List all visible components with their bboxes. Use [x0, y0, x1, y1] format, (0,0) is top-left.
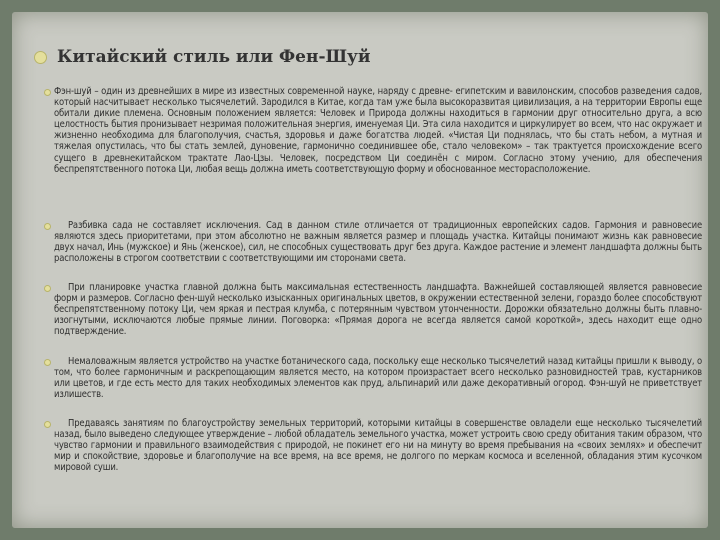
- title-bullet-icon: [34, 51, 47, 64]
- slide: [12, 12, 708, 528]
- bullet-icon: [44, 223, 51, 230]
- paragraph-3: [54, 282, 702, 337]
- bullet-icon: [44, 421, 51, 428]
- bullet-icon: [44, 89, 51, 96]
- paragraph-text: При планировке участка главной должна быть максимальная естественность ландшафта. Важнейшей составляющей является равновесие форм и размеров. Согласно фен-шуй несколько изысканных оригинальных цветов, в окружении естественной зелени, гораздо более способствуют беспрепятственному потоку Ци, чем яркая и пестрая клумба, с потерянным чувством утонченности. Дорожки обязательно должны быть плавно-изогнутыми, исключаются любые прямые линии. Поговорка: «Прямая дорога не всегда является самой короткой», здесь находит еще одно подтверждение.: [54, 282, 702, 338]
- paragraph-1: [54, 86, 702, 175]
- paragraph-text: Немаловажным является устройство на участке ботанического сада, поскольку еще несколько тысячелетий назад китайцы пришли к выводу, о том, что более гармоничным и раскрепощающим является место, на котором произрастает всего несколько разновидностей трав, кустарников или цветов, и где есть место для таких необходимых элементов как пруд, альпинарий или даже декоративный огород. Фэн-шуй не приветствует излишеств.: [54, 356, 702, 401]
- bullet-icon: [44, 359, 51, 366]
- slide-title: Китайский стиль или Фен-Шуй: [57, 47, 371, 67]
- paragraph-2: [54, 220, 702, 264]
- paragraph-text: Фэн-шуй – один из древнейших в мире из известных современной науке, наряду с древне- египетским и вавилонским, способов разведения садов, который насчитывает несколько тысячелетий. Зародился в Китае, когда там уже была высокоразвитая цивилизация, а на территории Европы еще обитали дикие племена. Основным положением является: Человек и Природа должны находиться в гармонии друг относительно друга, а всю целостность бытия пронизывает незримая положительная энергия, именуемая Ци. Эта сила находится и циркулирует во всем, что нас окружает и жизненно необходима для благополучия, счастья, здоровья и даже богатства людей. «Чистая Ци поднялась, что бы стать небом, а мутная и тяжелая опустилась, что бы стать землей, дуновение, гармонично соединившее обе, стало человеком» – так трактуется происхождение всего сущего в древнекитайском трактате Лао-Цзы. Человек, посредством Ци соединён с миром. Согласно этому учению, для обеспечения беспрепятственного потока Ци, любая вещь должна иметь соответствующую форму и обоснованное месторасположение.: [54, 86, 702, 175]
- paragraph-4: [54, 356, 702, 400]
- title-row: [34, 42, 684, 72]
- paragraph-text: Разбивка сада не составляет исключения. Сад в данном стиле отличается от традиционных европейских садов. Гармония и равновесие являются здесь приоритетами, при этом абсолютно не важным является размер и площадь участка. Китайцы понимают жизнь как равновесие двух начал, Инь (мужское) и Янь (женское), сил, не способных существовать друг без друга. Каждое растение и элемент ландшафта должны быть расположены в строгом соответствии с соответствующими им сторонами света.: [54, 220, 702, 265]
- paragraph-5: [54, 418, 702, 473]
- paragraph-text: Предаваясь занятиям по благоустройству земельных территорий, которыми китайцы в совершенстве овладели еще несколько тысячелетий назад, было выведено следующее утверждение – любой обладатель земельного участка, может устроить свою среду обитания таким образом, что чувство гармонии и правильного взаимодействия с природой, не покинет его ни на минуту во время пребывания на «своих землях» и обеспечит мир и спокойствие, здоровье и благополучие на все время, на все время, не долгого по меркам космоса и вселенной, обладания этим кусочком мировой суши.: [54, 418, 702, 474]
- bullet-icon: [44, 285, 51, 292]
